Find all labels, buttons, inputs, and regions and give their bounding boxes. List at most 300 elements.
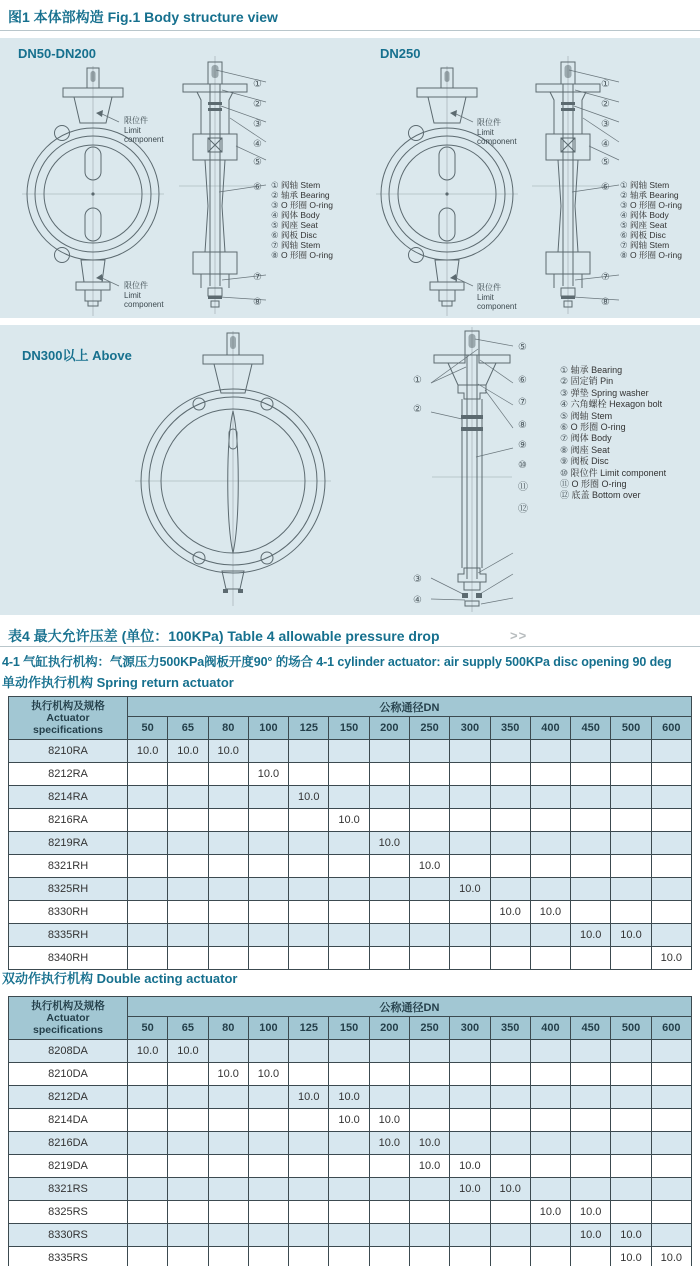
- value-cell: [450, 1063, 490, 1086]
- value-cell: [490, 924, 530, 947]
- value-cell: [168, 832, 208, 855]
- value-cell: [128, 786, 168, 809]
- value-cell: [409, 1086, 449, 1109]
- value-cell: [611, 1178, 651, 1201]
- legend-number: ⑦: [271, 240, 279, 250]
- legend-text: O 形圈 O-ring: [281, 250, 333, 260]
- legend-item: [560, 422, 666, 433]
- legend-item: [620, 190, 682, 200]
- value-cell: [128, 1109, 168, 1132]
- value-cell: [409, 947, 449, 970]
- section-callouts: [413, 325, 429, 615]
- value-cell: [571, 855, 611, 878]
- value-cell: [530, 924, 570, 947]
- legend-item: [560, 388, 666, 399]
- callout-number: ⑤: [253, 157, 262, 168]
- callout-number: ①: [253, 79, 262, 90]
- dn-column-header: 600: [651, 1017, 691, 1040]
- model-cell: 8335RH: [9, 924, 128, 947]
- value-cell: [208, 832, 248, 855]
- value-cell: [450, 1247, 490, 1266]
- value-cell: [329, 1178, 369, 1201]
- dn-group-header: 公称通径DN: [128, 997, 692, 1017]
- legend-item: [560, 399, 666, 410]
- parts-legend: [620, 180, 682, 260]
- model-cell: 8210RA: [9, 740, 128, 763]
- value-cell: [329, 786, 369, 809]
- dn-column-header: 250: [409, 717, 449, 740]
- legend-number: ①: [271, 180, 279, 190]
- legend-item: [560, 365, 666, 376]
- value-cell: [128, 878, 168, 901]
- dn-column-header: 350: [490, 1017, 530, 1040]
- section-callouts: [601, 38, 617, 318]
- value-cell: [208, 1109, 248, 1132]
- legend-number: ⑫: [560, 490, 570, 501]
- callout-number: ⑤: [601, 157, 610, 168]
- legend-item: [271, 220, 333, 230]
- value-cell: [168, 1201, 208, 1224]
- value-cell: [128, 1224, 168, 1247]
- limit-label-cn: 限位件: [124, 281, 148, 290]
- value-cell: 10.0: [450, 878, 490, 901]
- value-cell: [611, 1201, 651, 1224]
- value-cell: [571, 1178, 611, 1201]
- value-cell: [611, 786, 651, 809]
- legend-item: [271, 180, 333, 190]
- value-cell: [571, 1040, 611, 1063]
- callout-number: ⑧: [601, 297, 610, 308]
- value-cell: [289, 1201, 329, 1224]
- model-cell: 8210DA: [9, 1063, 128, 1086]
- value-cell: [450, 1132, 490, 1155]
- value-cell: [530, 878, 570, 901]
- value-cell: [409, 1178, 449, 1201]
- value-cell: [490, 763, 530, 786]
- value-cell: [248, 1155, 288, 1178]
- value-cell: [651, 878, 691, 901]
- legend-item: [620, 210, 682, 220]
- legend-number: ⑤: [271, 220, 279, 230]
- dn-column-header: 200: [369, 1017, 409, 1040]
- model-cell: 8325RH: [9, 878, 128, 901]
- legend-number: ③: [620, 200, 628, 210]
- value-cell: [329, 1201, 369, 1224]
- legend-number: ⑦: [620, 240, 628, 250]
- value-cell: [651, 832, 691, 855]
- value-cell: [329, 1224, 369, 1247]
- value-cell: [450, 740, 490, 763]
- value-cell: 10.0: [450, 1155, 490, 1178]
- dn-column-header: 150: [329, 1017, 369, 1040]
- model-cell: 8212DA: [9, 1086, 128, 1109]
- value-cell: [530, 1132, 570, 1155]
- legend-number: ⑤: [560, 410, 569, 421]
- value-cell: [490, 878, 530, 901]
- table-row: [9, 878, 692, 901]
- value-cell: 10.0: [530, 1201, 570, 1224]
- limit-label-en: component: [124, 135, 164, 144]
- value-cell: [530, 1063, 570, 1086]
- legend-number: ⑪: [560, 479, 570, 490]
- value-cell: [248, 1201, 288, 1224]
- callout-number: ③: [253, 119, 262, 130]
- dn-column-header: 125: [289, 717, 329, 740]
- value-cell: [369, 1063, 409, 1086]
- model-cell: 8330RS: [9, 1224, 128, 1247]
- value-cell: [409, 1224, 449, 1247]
- value-cell: 10.0: [208, 740, 248, 763]
- value-cell: [651, 1178, 691, 1201]
- spring-return-heading: 单动作执行机构 Spring return actuator: [2, 675, 234, 690]
- legend-text: 阀轴 Stem: [570, 410, 613, 421]
- table-row: [9, 1247, 692, 1266]
- value-cell: [651, 740, 691, 763]
- callout-number: ⑦: [518, 397, 527, 408]
- dn-column-header: 350: [490, 717, 530, 740]
- legend-item: [560, 433, 666, 444]
- divider: [0, 646, 700, 647]
- value-cell: [168, 1178, 208, 1201]
- value-cell: 10.0: [369, 832, 409, 855]
- model-cell: 8214RA: [9, 786, 128, 809]
- value-cell: [128, 1155, 168, 1178]
- dn300-label: DN300以上 Above: [22, 348, 132, 363]
- value-cell: [128, 1132, 168, 1155]
- value-cell: [611, 901, 651, 924]
- callout-number: ⑩: [518, 460, 527, 471]
- dn-column-header: 100: [248, 717, 288, 740]
- callout-number: ⑦: [253, 272, 262, 283]
- value-cell: [409, 901, 449, 924]
- value-cell: [208, 1201, 248, 1224]
- value-cell: [611, 809, 651, 832]
- value-cell: [450, 1224, 490, 1247]
- value-cell: [611, 1155, 651, 1178]
- value-cell: [571, 1155, 611, 1178]
- legend-text: 阀板 Disc: [281, 230, 317, 240]
- value-cell: [530, 1086, 570, 1109]
- value-cell: [128, 1178, 168, 1201]
- value-cell: [369, 740, 409, 763]
- legend-text: 阀座 Seat: [570, 444, 610, 455]
- legend-text: O 形圈 O-ring: [630, 200, 682, 210]
- value-cell: [208, 786, 248, 809]
- value-cell: [369, 1155, 409, 1178]
- parts-legend: [560, 365, 666, 502]
- value-cell: [128, 832, 168, 855]
- table-row: [9, 1109, 692, 1132]
- model-cell: 8340RH: [9, 947, 128, 970]
- value-cell: 10.0: [168, 1040, 208, 1063]
- value-cell: [571, 1109, 611, 1132]
- value-cell: [490, 1247, 530, 1266]
- value-cell: [651, 1086, 691, 1109]
- callout-number: ⑨: [518, 440, 527, 451]
- legend-text: 六角螺栓 Hexagon bolt: [570, 399, 663, 410]
- legend-text: 固定销 Pin: [570, 376, 614, 387]
- value-cell: [530, 832, 570, 855]
- limit-label-en: component: [124, 300, 164, 309]
- legend-text: 阀体 Body: [281, 210, 320, 220]
- value-cell: [128, 855, 168, 878]
- dn-column-header: 80: [208, 1017, 248, 1040]
- value-cell: 10.0: [289, 1086, 329, 1109]
- dn50-dn200-label: DN50-DN200: [18, 46, 97, 61]
- limit-component-label: [477, 118, 517, 147]
- value-cell: [289, 1132, 329, 1155]
- value-cell: [329, 901, 369, 924]
- dn-column-header: 200: [369, 717, 409, 740]
- model-cell: 8321RH: [9, 855, 128, 878]
- value-cell: [369, 1178, 409, 1201]
- value-cell: 10.0: [329, 1086, 369, 1109]
- value-cell: [289, 901, 329, 924]
- value-cell: [450, 924, 490, 947]
- value-cell: [208, 1086, 248, 1109]
- value-cell: [248, 832, 288, 855]
- value-cell: [289, 878, 329, 901]
- table-row: [9, 763, 692, 786]
- value-cell: [409, 1063, 449, 1086]
- value-cell: [168, 1132, 208, 1155]
- value-cell: 10.0: [329, 809, 369, 832]
- legend-number: ①: [620, 180, 628, 190]
- value-cell: [571, 809, 611, 832]
- legend-text: 阀体 Body: [570, 433, 612, 444]
- legend-text: O 形圈 O-ring: [281, 200, 333, 210]
- value-cell: [369, 786, 409, 809]
- legend-item: [560, 376, 666, 387]
- value-cell: 10.0: [571, 924, 611, 947]
- value-cell: [571, 1063, 611, 1086]
- callout-number: ④: [601, 139, 610, 150]
- value-cell: [571, 947, 611, 970]
- value-cell: [248, 740, 288, 763]
- legend-item: [620, 250, 682, 260]
- value-cell: [571, 786, 611, 809]
- legend-number: ⑧: [620, 250, 628, 260]
- value-cell: [611, 947, 651, 970]
- legend-item: [560, 468, 666, 479]
- value-cell: [329, 1155, 369, 1178]
- legend-text: 轴承 Bearing: [630, 190, 679, 200]
- table-row: [9, 1040, 692, 1063]
- legend-item: [620, 200, 682, 210]
- legend-item: [620, 240, 682, 250]
- value-cell: [208, 901, 248, 924]
- legend-text: 阀轴 Stem: [281, 240, 321, 250]
- callout-number: ⑥: [518, 375, 527, 386]
- dn-group-header: 公称通径DN: [128, 697, 692, 717]
- value-cell: [289, 1155, 329, 1178]
- value-cell: [450, 855, 490, 878]
- limit-label-en: Limit: [124, 125, 141, 135]
- legend-number: ①: [560, 365, 569, 375]
- value-cell: [168, 878, 208, 901]
- dn-column-header: 300: [450, 717, 490, 740]
- dn-column-header: 150: [329, 717, 369, 740]
- value-cell: [611, 740, 651, 763]
- value-cell: [168, 924, 208, 947]
- valve-front-view-drawing: [372, 66, 522, 316]
- value-cell: 10.0: [611, 1247, 651, 1266]
- double-acting-table-container: [8, 996, 692, 1266]
- model-cell: 8219RA: [9, 832, 128, 855]
- value-cell: 10.0: [289, 786, 329, 809]
- value-cell: 10.0: [369, 1132, 409, 1155]
- value-cell: [289, 947, 329, 970]
- limit-label-en: component: [477, 137, 517, 146]
- legend-item: [620, 180, 682, 190]
- table-row: [9, 947, 692, 970]
- legend-item: [271, 190, 333, 200]
- value-cell: 10.0: [168, 740, 208, 763]
- legend-text: O 形圈 O-ring: [630, 250, 682, 260]
- value-cell: [450, 1201, 490, 1224]
- value-cell: [128, 947, 168, 970]
- value-cell: [409, 809, 449, 832]
- value-cell: [168, 763, 208, 786]
- value-cell: [289, 809, 329, 832]
- legend-text: 限位件 Limit component: [570, 467, 667, 478]
- value-cell: [571, 1086, 611, 1109]
- value-cell: [490, 1224, 530, 1247]
- model-cell: 8208DA: [9, 1040, 128, 1063]
- value-cell: [490, 740, 530, 763]
- value-cell: [128, 1086, 168, 1109]
- value-cell: [611, 832, 651, 855]
- value-cell: [329, 740, 369, 763]
- value-cell: [369, 1040, 409, 1063]
- value-cell: 10.0: [248, 763, 288, 786]
- value-cell: [369, 1224, 409, 1247]
- value-cell: [490, 832, 530, 855]
- legend-item: [271, 210, 333, 220]
- double-acting-heading: 双动作执行机构 Double acting actuator: [2, 971, 238, 986]
- dn250-label: DN250: [380, 46, 421, 61]
- callout-number: ⑪: [518, 482, 528, 493]
- value-cell: [208, 1132, 248, 1155]
- value-cell: [530, 809, 570, 832]
- table-row: [9, 1178, 692, 1201]
- value-cell: [248, 1224, 288, 1247]
- callout-number: ②: [601, 99, 610, 110]
- value-cell: 10.0: [611, 1224, 651, 1247]
- value-cell: [208, 763, 248, 786]
- value-cell: [571, 1132, 611, 1155]
- legend-number: ②: [620, 190, 628, 200]
- legend-number: ⑧: [560, 444, 569, 455]
- legend-number: ③: [560, 387, 569, 398]
- value-cell: [329, 855, 369, 878]
- dn-column-header: 125: [289, 1017, 329, 1040]
- value-cell: [208, 947, 248, 970]
- value-cell: [248, 1132, 288, 1155]
- value-cell: [651, 1201, 691, 1224]
- value-cell: [289, 1178, 329, 1201]
- value-cell: [530, 947, 570, 970]
- value-cell: [490, 855, 530, 878]
- legend-item: [271, 200, 333, 210]
- value-cell: 10.0: [490, 901, 530, 924]
- value-cell: [168, 1155, 208, 1178]
- value-cell: [289, 740, 329, 763]
- value-cell: [369, 878, 409, 901]
- legend-number: ⑤: [620, 220, 628, 230]
- dn-column-header: 80: [208, 717, 248, 740]
- table-row: [9, 855, 692, 878]
- model-cell: 8321RS: [9, 1178, 128, 1201]
- value-cell: [329, 947, 369, 970]
- legend-text: 阀轴 Stem: [281, 180, 321, 190]
- section-callouts: [518, 325, 534, 615]
- limit-label-en: component: [477, 302, 517, 311]
- value-cell: 10.0: [369, 1109, 409, 1132]
- value-cell: [128, 1063, 168, 1086]
- value-cell: [409, 1201, 449, 1224]
- value-cell: [248, 901, 288, 924]
- value-cell: [248, 809, 288, 832]
- valve-section-drawing-large: [428, 327, 516, 612]
- callout-number: ②: [253, 99, 262, 110]
- value-cell: [369, 1086, 409, 1109]
- more-chevrons: >>: [510, 628, 528, 643]
- dn-column-header: 50: [128, 717, 168, 740]
- spring-return-table-container: [8, 696, 692, 970]
- value-cell: 10.0: [409, 1155, 449, 1178]
- table-row: [9, 740, 692, 763]
- value-cell: [369, 855, 409, 878]
- value-cell: [208, 809, 248, 832]
- table-row: [9, 1063, 692, 1086]
- value-cell: [450, 947, 490, 970]
- value-cell: 10.0: [571, 1224, 611, 1247]
- value-cell: [450, 1086, 490, 1109]
- value-cell: [651, 1040, 691, 1063]
- legend-item: [271, 250, 333, 260]
- dn-column-header: 300: [450, 1017, 490, 1040]
- body-structure-panel-small: [0, 38, 700, 318]
- value-cell: [490, 947, 530, 970]
- dn-column-header: 450: [571, 717, 611, 740]
- valve-front-view-drawing-large: [133, 331, 333, 606]
- value-cell: [329, 924, 369, 947]
- value-cell: [490, 1155, 530, 1178]
- actuator-spec-header: 执行机构及规格 Actuator specifications: [9, 697, 128, 740]
- model-cell: 8214DA: [9, 1109, 128, 1132]
- legend-text: 轴承 Bearing: [570, 365, 623, 375]
- legend-text: 阀板 Disc: [570, 456, 609, 467]
- model-cell: 8216DA: [9, 1132, 128, 1155]
- limit-label-cn: 限位件: [124, 116, 148, 125]
- value-cell: [168, 1063, 208, 1086]
- legend-number: ⑧: [271, 250, 279, 260]
- value-cell: [248, 786, 288, 809]
- callout-number: ③: [601, 119, 610, 130]
- legend-number: ④: [620, 210, 628, 220]
- callout-number: ②: [413, 404, 422, 415]
- value-cell: [208, 1155, 248, 1178]
- value-cell: 10.0: [128, 1040, 168, 1063]
- value-cell: [651, 901, 691, 924]
- value-cell: [369, 763, 409, 786]
- legend-item: [560, 445, 666, 456]
- value-cell: [450, 809, 490, 832]
- section-callouts: [253, 38, 269, 318]
- dn-column-header: 100: [248, 1017, 288, 1040]
- value-cell: [168, 1109, 208, 1132]
